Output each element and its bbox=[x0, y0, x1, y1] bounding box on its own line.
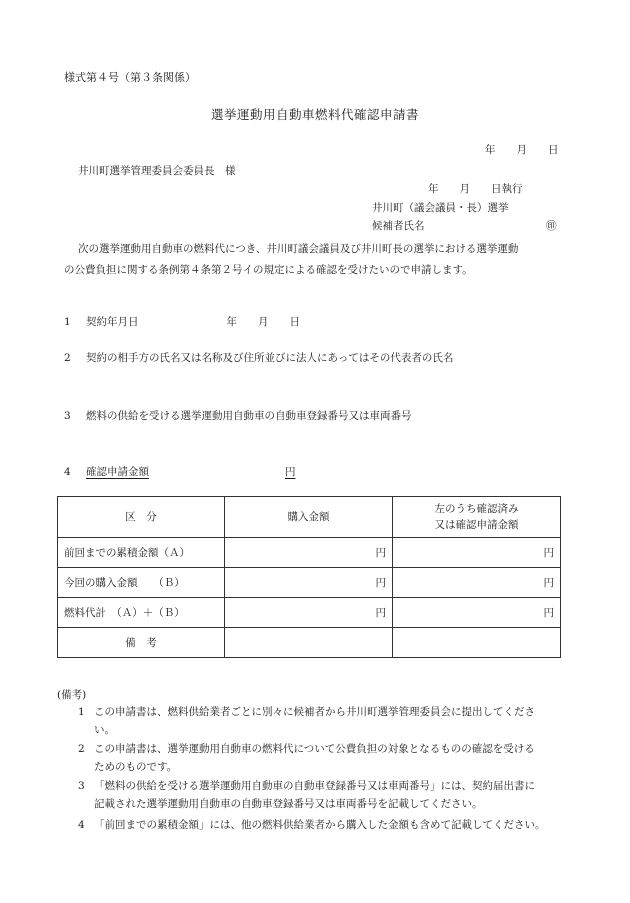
note-item bbox=[78, 703, 578, 739]
election-date[interactable]: 年 月 日執行 bbox=[428, 183, 523, 195]
purchase-amount-cell[interactable]: 円 bbox=[225, 568, 393, 598]
item-contractor bbox=[64, 350, 453, 365]
confirmed-amount-cell[interactable]: 円 bbox=[393, 538, 561, 568]
remarks-cell[interactable] bbox=[225, 628, 393, 658]
item-vehicle-number bbox=[64, 408, 412, 423]
confirmed-amount-cell[interactable]: 円 bbox=[393, 598, 561, 628]
header-category: 区 分 bbox=[58, 497, 225, 538]
item-label: 契約の相手方の氏名又は名称及び住所並びに法人にあってはその代表者の氏名 bbox=[86, 352, 454, 364]
request-text-line-1: 次の選挙運動用自動車の燃料代につき、井川町議会議員及び井川町長の選挙における選挙運動 bbox=[78, 243, 519, 255]
item-number: 4 bbox=[64, 466, 71, 478]
table-row-remarks bbox=[58, 628, 561, 658]
addressee: 井川町選挙管理委員会委員長 様 bbox=[78, 165, 236, 177]
notes-heading: (備考) bbox=[57, 689, 87, 701]
form-number: 様式第４号（第３条関係） bbox=[64, 71, 196, 84]
candidate-name-label: 候補者氏名 bbox=[372, 220, 425, 232]
note-number: 4 bbox=[78, 819, 85, 831]
item-contract-date bbox=[64, 314, 300, 329]
note-text-cont: 記載された選挙運動用自動車の自動車登録番号又は車両番号を記載してください。 bbox=[94, 798, 483, 810]
confirmed-amount-cell[interactable]: 円 bbox=[393, 568, 561, 598]
item-label: 契約年月日 bbox=[86, 316, 139, 328]
application-date[interactable]: 年 月 日 bbox=[485, 144, 559, 156]
note-text: この申請書は、選挙運動用自動車の燃料代について公費負担の対象となるものの確認を受ける bbox=[94, 743, 535, 755]
item-requested-amount bbox=[64, 464, 296, 479]
purchase-amount-cell[interactable]: 円 bbox=[225, 598, 393, 628]
purchase-amount-cell[interactable]: 円 bbox=[225, 538, 393, 568]
requested-amount-field[interactable] bbox=[86, 466, 296, 478]
item-label: 確認申請金額 bbox=[86, 466, 149, 478]
election-type: 井川町（議会議員・長）選挙 bbox=[372, 202, 509, 214]
note-text-cont: ためのものです。 bbox=[94, 761, 178, 773]
row-label: 前回までの累積金額（Ａ） bbox=[58, 538, 225, 568]
note-text-cont: い。 bbox=[94, 724, 115, 736]
header-confirmed-amount: 左のうち確認済み 又は確認申請金額 bbox=[393, 497, 561, 538]
item-label: 燃料の供給を受ける選挙運動用自動車の自動車登録番号又は車両番号 bbox=[86, 410, 412, 422]
note-item bbox=[78, 816, 578, 834]
remarks-cell[interactable] bbox=[393, 628, 561, 658]
note-number: 1 bbox=[78, 706, 85, 718]
item-number: 1 bbox=[64, 316, 71, 328]
table-header-row bbox=[58, 497, 561, 538]
item-number: 2 bbox=[64, 352, 71, 364]
table-row bbox=[58, 598, 561, 628]
document-title: 選挙運動用自動車燃料代確認申請書 bbox=[210, 107, 419, 122]
contract-date-field[interactable]: 年 月 日 bbox=[226, 316, 300, 328]
row-label: 今回の購入金額 （Ｂ） bbox=[58, 568, 225, 598]
note-item bbox=[78, 777, 578, 813]
seal-mark-icon: ㊞ bbox=[546, 220, 557, 232]
note-item bbox=[78, 740, 578, 776]
note-number: 2 bbox=[78, 743, 85, 755]
header-purchase-amount: 購入金額 bbox=[225, 497, 393, 538]
table-row bbox=[58, 538, 561, 568]
note-text: 「燃料の供給を受ける選挙運動用自動車の自動車登録番号又は車両番号」には、契約届出書に bbox=[94, 780, 535, 792]
remarks-label: 備 考 bbox=[58, 628, 225, 658]
note-text: 「前回までの累積金額」には、他の燃料供給業者から購入した金額も含めて記載してください。 bbox=[94, 819, 546, 831]
fuel-cost-table bbox=[57, 496, 561, 658]
note-number: 3 bbox=[78, 780, 85, 792]
amount-unit: 円 bbox=[285, 466, 296, 478]
item-number: 3 bbox=[64, 410, 71, 422]
row-label: 燃料代計 （Ａ）＋（Ｂ） bbox=[58, 598, 225, 628]
note-text: この申請書は、燃料供給業者ごとに別々に候補者から井川町選挙管理委員会に提出してくださ bbox=[94, 706, 535, 718]
table-row bbox=[58, 568, 561, 598]
request-text-line-2: の公費負担に関する条例第４条第２号イの規定による確認を受けたいので申請します。 bbox=[64, 264, 473, 276]
